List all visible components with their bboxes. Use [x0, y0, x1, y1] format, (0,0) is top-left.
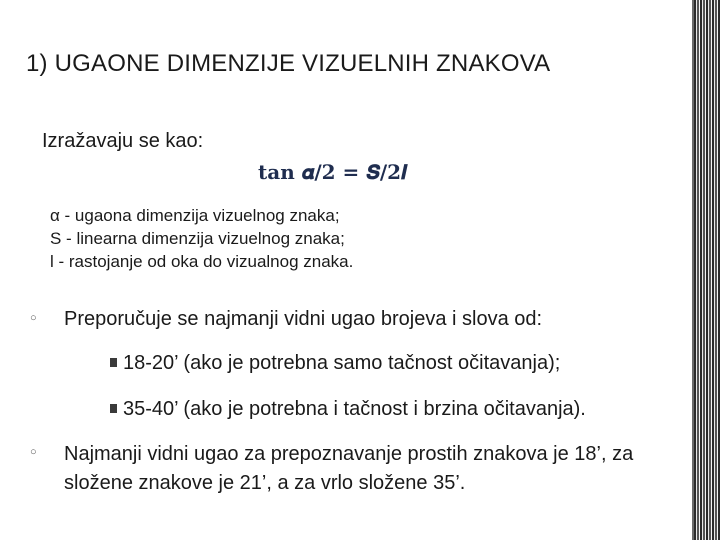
bullet-icon: ○: [30, 446, 37, 458]
intro-text: Izražavaju se kao:: [42, 130, 204, 152]
formula: tan 𝜶/𝟐 = 𝑺/𝟐𝒍: [258, 160, 407, 184]
bullet-text: Preporučuje se najmanji vidni ugao brojeva i slova od:: [64, 308, 543, 330]
definition-s: S - linearna dimenzija vizuelnog znaka;: [50, 229, 345, 248]
sub-bullet-text: 35-40’ (ako je potrebna i tačnost i brzina očitavanja).: [123, 398, 586, 420]
definition-l: l - rastojanje od oka do vizualnog znaka.: [50, 252, 354, 271]
square-bullet-icon: [110, 404, 117, 413]
sub-bullet-text: 18-20’ (ako je potrebna samo tačnost očitavanja);: [123, 352, 561, 374]
slide-title: 1) UGAONE DIMENZIJE VIZUELNIH ZNAKOVA: [26, 50, 551, 77]
slide-edge-decoration: [692, 0, 720, 540]
bullet-text: Najmanji vidni ugao za prepoznavanje prostih znakova je 18’, za složene znakove je 21’, a za vrlo složene 35’.: [64, 443, 634, 494]
square-bullet-icon: [110, 358, 117, 367]
definitions-list: [50, 204, 353, 273]
bullet-icon: ○: [30, 312, 37, 324]
sub-bullet-speed: [110, 398, 586, 421]
sub-bullet-accuracy: [110, 352, 560, 375]
definition-alpha: α - ugaona dimenzija vizuelnog znaka;: [50, 206, 340, 225]
